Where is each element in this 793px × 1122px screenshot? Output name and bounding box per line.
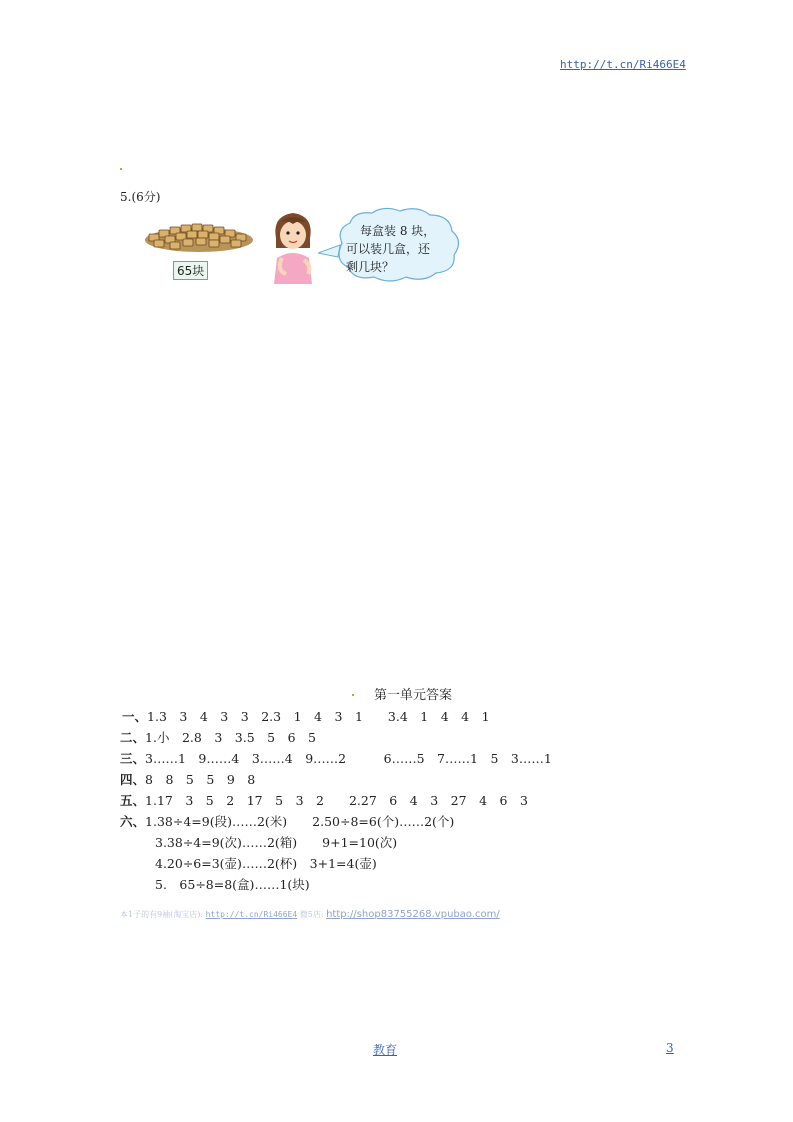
footer-note-middle: 微5店: [299,910,324,919]
footer-note-prefix: 本1子的有9袖(淘宝店): [120,910,204,919]
answer-subline-3: 5. 65÷8=8(盒)……1(块) [155,877,310,892]
answer-text-4: 8 8 5 5 9 8 [145,772,256,787]
stray-dot [120,168,122,170]
header-url[interactable]: http://t.cn/Ri466E4 [560,58,686,71]
answer-num-1: 一、 [122,709,148,724]
speech-line-2: 可以装几盒，还 [346,242,431,256]
answer-line-3 [120,749,552,767]
speech-line-3: 剩几块？ [346,260,395,274]
answer-line-6 [120,812,454,830]
answer-text-1: 1.3 3 4 3 3 2.3 1 4 3 1 3.4 1 4 4 1 [147,709,490,724]
answer-text-6: 1.38÷4=9(段)……2(米) 2.50÷8=6(个)……2(个) [145,814,455,829]
girl-illustration [268,208,318,284]
answer-num-2: 二、 [120,730,146,745]
answer-num-3: 三、 [120,751,146,766]
page-number[interactable]: 3 [666,1041,674,1055]
footer-note-link-2[interactable]: http://shop83755268.vpubao.com/ [326,909,500,920]
answer-num-5: 五、 [120,793,146,808]
answer-line-1 [122,707,490,725]
stray-dot [352,694,354,696]
speech-bubble [318,205,466,285]
footer-center-link[interactable]: 教育 [373,1043,398,1057]
girl-icon [268,208,318,284]
answer-line-2 [120,728,316,746]
answer-subline-2: 4.20÷6=3(壶)……2(杯) 3+1=4(壶) [155,856,377,871]
answer-subline-1: 3.38÷4=9(次)……2(箱) 9+1=10(次) [155,835,398,850]
footer-note [120,909,500,920]
question-label: 5.(6分) [120,190,161,204]
answer-text-2: 1.小 2.8 3 3.5 5 6 5 [145,730,317,745]
speech-text [346,222,435,276]
answer-num-6: 六、 [120,814,146,829]
answer-text-3: 3……1 9……4 3……4 9……2 6……5 7……1 5 3……1 [145,751,552,766]
answer-num-4: 四、 [120,772,146,787]
answer-text-5: 1.17 3 5 2 17 5 3 2 2.27 6 4 3 27 4 6 3 [145,793,528,808]
answer-line-5 [120,791,528,809]
footer-note-link-1[interactable]: http://t.cn/Ri466E4 [205,910,298,919]
speech-line-1: 每盒装 8 块， [360,224,436,238]
candy-pile-illustration [143,218,255,254]
candy-count-label: 65块 [173,261,208,280]
answers-title: 第一单元答案 [374,688,453,703]
answer-line-4 [120,770,255,788]
candy-pile-icon [143,218,255,254]
